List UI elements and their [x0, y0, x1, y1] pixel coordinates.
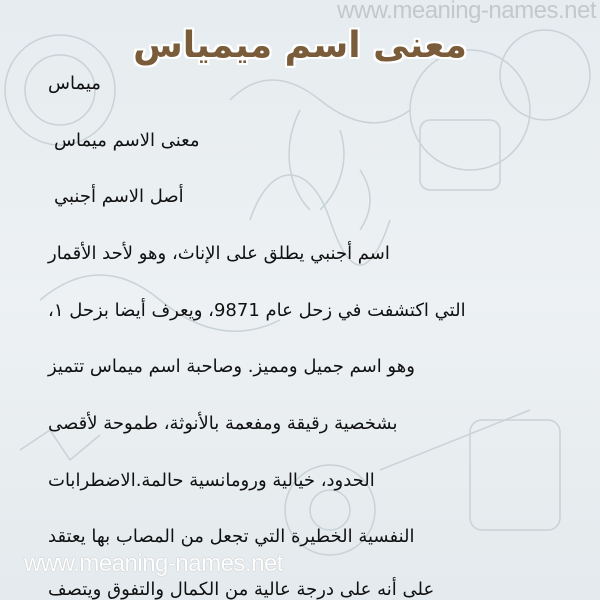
watermark-top: www.meaning-names.net: [337, 0, 596, 24]
logo-calligraphy-strokes: [289, 110, 370, 230]
name-text: ميماس: [48, 73, 101, 94]
description-line: على أنه على درجة عالية من الكمال والتفوق ويتصف: [48, 579, 435, 600]
description-line: اسم أجنبي يطلق على الإناث، وهو لأحد الأقمار: [48, 243, 390, 264]
meaning-heading: معنى الاسم ميماس: [54, 130, 200, 151]
watermark-bottom: www.meaning-names.net: [24, 550, 283, 577]
description-line: وهو اسم جميل ومميز. وصاحبة اسم ميماس تتميز: [48, 356, 415, 377]
description-line: بشخصية رقيقة ومفعمة بالأنوثة، طموحة لأقصى: [48, 413, 398, 434]
page-title: معنى اسم ميمياس: [133, 25, 467, 66]
description-line: الحدود، خيالية ورومانسية حالمة.الاضطرابات: [48, 470, 375, 491]
origin-text: أصل الاسم أجنبي: [54, 186, 184, 207]
description-line: التي اكتشفت في زحل عام 9871، ويعرف أيضا بزحل ١،: [48, 300, 466, 321]
description-line: النفسية الخطيرة التي تجعل من المصاب بها يعتقد: [48, 526, 415, 547]
